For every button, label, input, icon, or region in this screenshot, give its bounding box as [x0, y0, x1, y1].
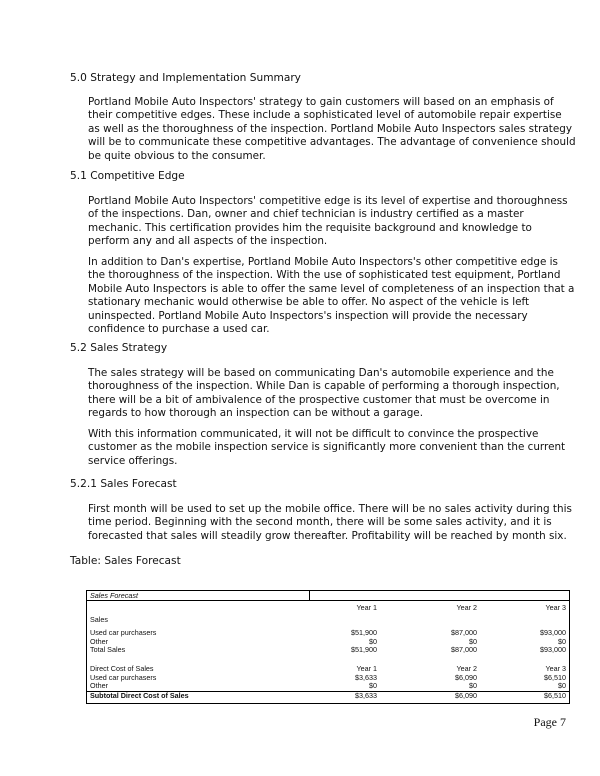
section-heading-5-0: 5.0 Strategy and Implementation Summary — [70, 72, 301, 84]
table-row — [87, 638, 569, 646]
table-row — [87, 616, 569, 624]
year-3-cell: $93,000 — [540, 628, 566, 637]
year-3-cell: $0 — [558, 636, 566, 646]
year-2-cell: $0 — [469, 681, 477, 690]
year-2-cell: $87,000 — [451, 645, 477, 654]
year-2-cell: $87,000 — [451, 628, 477, 637]
table-row — [87, 682, 569, 690]
year-3-cell: $6,510 — [544, 690, 566, 700]
year-1-cell: $3,633 — [355, 690, 377, 700]
year-1-cell: $51,900 — [351, 628, 377, 637]
year-3-cell: Year 3 — [545, 603, 566, 612]
table-row — [87, 629, 569, 637]
row-label: Used car purchasers — [90, 628, 157, 637]
table-row — [87, 674, 569, 682]
year-1-cell: $51,900 — [351, 645, 377, 654]
table-header-divider — [309, 591, 310, 600]
table-row — [87, 691, 569, 700]
section-5-2-1-paragraph-1: First month will be used to set up the mobile office. There will be no sales activity during this time period. Beginning with the second month, there will be some sales activity, and it is forecasted that sales will steadily grow thereafter. Profitability will be reached by month six. — [88, 503, 572, 542]
year-3-cell: $93,000 — [540, 645, 566, 654]
table-title: Sales Forecast — [90, 591, 138, 600]
table-header-rule — [87, 600, 569, 601]
year-2-cell: Year 2 — [456, 603, 477, 612]
table-row — [87, 665, 569, 673]
row-label: Direct Cost of Sales — [90, 664, 154, 673]
year-3-cell: $0 — [558, 681, 566, 690]
row-label: Total Sales — [90, 645, 126, 654]
table-row — [87, 604, 569, 612]
row-label: Used car purchasers — [90, 672, 157, 682]
section-heading-5-2: 5.2 Sales Strategy — [70, 342, 168, 354]
table-row — [87, 646, 569, 654]
row-label: Other — [90, 636, 108, 646]
row-label: Subtotal Direct Cost of Sales — [90, 690, 189, 700]
table-caption: Table: Sales Forecast — [70, 555, 181, 567]
year-3-cell: $6,510 — [544, 672, 566, 682]
section-5-1-paragraph-2: In addition to Dan's expertise, Portland Mobile Auto Inspectors's other competitive edge is the thoroughness of the inspection. With the use of sophisticated test equipment, Portland Mobile Auto Inspectors is able to offer the same level of completeness of an inspection that a stationary mechanic would otherwise be able to offer. No aspect of the vehicle is left uninspected. Portland Mobile Auto Inspectors's inspection will provide the necessary confidence to purchase a used car. — [88, 256, 575, 336]
year-2-cell: Year 2 — [456, 664, 477, 673]
section-5-2-paragraph-2: With this information communicated, it will not be difficult to convince the prospective customer as the mobile inspection service is significantly more convenient than the current service offerings. — [88, 428, 566, 467]
section-5-1-paragraph-1: Portland Mobile Auto Inspectors' competitive edge is its level of expertise and thoroughness of the inspections. Dan, owner and chief technician is industry certified as a master mechanic. This certification provides him the requisite background and knowledge to perform any and all aspects of the inspection. — [88, 195, 568, 248]
year-2-cell: $6,090 — [455, 672, 477, 682]
year-1-cell: $3,633 — [355, 672, 377, 682]
year-2-cell: $6,090 — [455, 690, 477, 700]
section-5-0-paragraph-1: Portland Mobile Auto Inspectors' strategy to gain customers will based on an emphasis of their competitive edges. These include a sophisticated level of automobile repair expertise as well as the thoroughness of the inspection. Portland Mobile Auto Inspectors sales strategy will be to communicate these competitive advantages. The advantage of convenience should be quite obvious to the consumer. — [88, 96, 576, 162]
section-heading-5-1: 5.1 Competitive Edge — [70, 170, 185, 182]
page-number: Page 7 — [533, 715, 566, 729]
row-label: Sales — [90, 615, 108, 624]
year-1-cell: $0 — [369, 681, 377, 690]
year-2-cell: $0 — [469, 636, 477, 646]
year-3-cell: Year 3 — [545, 664, 566, 673]
section-heading-5-2-1: 5.2.1 Sales Forecast — [70, 478, 177, 490]
sales-forecast-table — [86, 590, 570, 704]
row-label: Other — [90, 681, 108, 690]
section-5-2-paragraph-1: The sales strategy will be based on communicating Dan's automobile experience and the thoroughness of the inspection. While Dan is capable of performing a thorough inspection, there will be a bit of ambivalence of the prospective customer that must be overcome in regards to how thorough an inspection can be without a garage. — [88, 367, 560, 420]
year-1-cell: $0 — [369, 636, 377, 646]
year-1-cell: Year 1 — [356, 603, 377, 612]
year-1-cell: Year 1 — [356, 664, 377, 673]
